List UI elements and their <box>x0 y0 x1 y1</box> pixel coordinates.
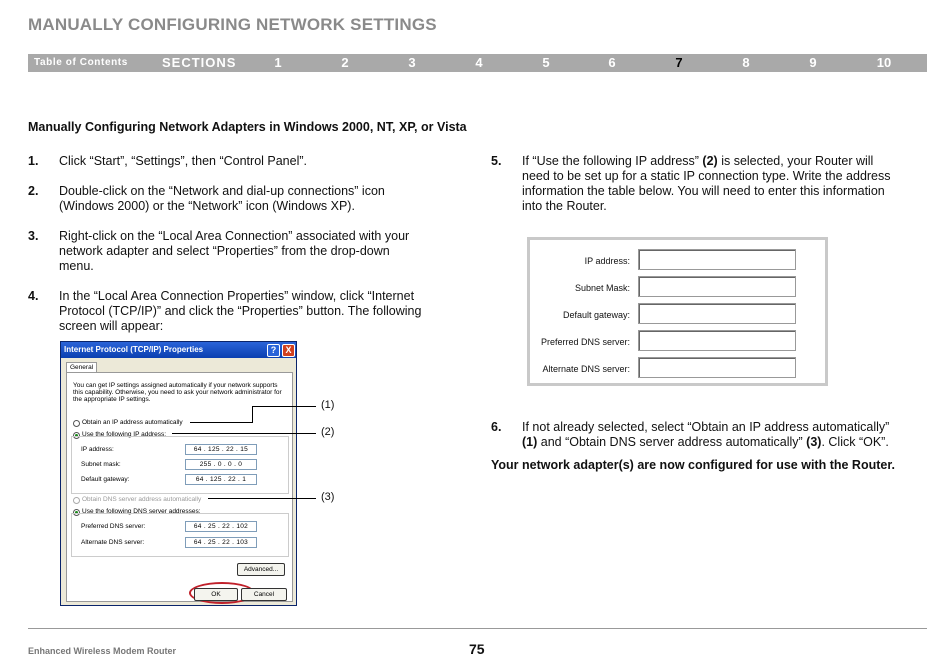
final-note: Your network adapter(s) are now configured for use with the Router. <box>491 458 895 472</box>
table-row-box <box>638 276 796 297</box>
table-row-label: Default gateway: <box>562 310 630 320</box>
table-row-label: Subnet Mask: <box>574 283 630 293</box>
step-number: 4. <box>28 289 39 303</box>
section-link-6[interactable]: 6 <box>608 55 616 70</box>
section-link-7[interactable]: 7 <box>675 55 683 70</box>
callout-3-line <box>208 498 316 499</box>
step-text: Click “Start”, “Settings”, then “Control Panel”. <box>59 154 307 168</box>
footer-product-name: Enhanced Wireless Modem Router <box>28 646 176 656</box>
step-text: (Windows 2000) or the “Network” icon (Windows XP). <box>59 199 355 213</box>
section-link-4[interactable]: 4 <box>475 55 483 70</box>
ok-button[interactable]: OK <box>194 588 238 601</box>
step-text: need to be set up for a static IP connection type. Write the address <box>522 169 891 183</box>
callout-1-line <box>252 406 316 407</box>
dialog-title: Internet Protocol (TCP/IP) Properties <box>64 345 204 354</box>
callout-1-line <box>190 422 252 423</box>
table-row-box <box>638 249 796 270</box>
step-text: If not already selected, select “Obtain an IP address automatically” <box>522 420 890 434</box>
step-text: Double-click on the “Network and dial-up connections” icon <box>59 184 385 198</box>
step-number: 6. <box>491 420 502 434</box>
dialog-titlebar <box>61 342 296 358</box>
step-5 <box>491 154 931 216</box>
preferred-dns-label: Preferred DNS server: <box>81 523 146 530</box>
subnet-mask-field[interactable]: 255 . 0 . 0 . 0 <box>185 459 257 470</box>
section-link-2[interactable]: 2 <box>341 55 349 70</box>
step-number: 3. <box>28 229 39 243</box>
page-number: 75 <box>469 641 485 657</box>
obtain-dns-auto-label: Obtain DNS server address automatically <box>82 496 202 503</box>
table-row-box <box>638 330 796 351</box>
subnet-mask-label: Subnet mask: <box>81 461 121 468</box>
callout-1: (1) <box>321 399 335 411</box>
ip-info-table <box>527 237 828 386</box>
tcpip-properties-dialog <box>60 341 297 606</box>
section-link-1[interactable]: 1 <box>274 55 282 70</box>
dialog-intro: You can get IP settings assigned automatically if your network supports this capability. Otherwise, you need to ask your network administrator for the appropriate IP settings. <box>73 382 282 403</box>
table-row-box <box>638 357 796 378</box>
step-text: screen will appear: <box>59 319 164 333</box>
advanced-button[interactable]: Advanced... <box>237 563 285 576</box>
step-text: (1) and “Obtain DNS server address automatically” (3). Click “OK”. <box>522 435 889 449</box>
section-link-5[interactable]: 5 <box>542 55 550 70</box>
table-of-contents-link[interactable]: Table of Contents <box>34 57 128 68</box>
step-text: network adapter and select “Properties” from the drop-down <box>59 244 390 258</box>
ip-address-label: IP address: <box>81 446 114 453</box>
section-link-9[interactable]: 9 <box>809 55 817 70</box>
alternate-dns-label: Alternate DNS server: <box>81 539 145 546</box>
step-text: In the “Local Area Connection Properties” window, click “Internet <box>59 289 415 303</box>
obtain-dns-auto-radio[interactable] <box>73 497 80 504</box>
dns-group <box>71 513 289 557</box>
section-link-3[interactable]: 3 <box>408 55 416 70</box>
section-subheading: Manually Configuring Network Adapters in Windows 2000, NT, XP, or Vista <box>28 120 467 134</box>
step-text: into the Router. <box>522 199 607 213</box>
close-icon[interactable]: X <box>282 344 295 357</box>
step-text: If “Use the following IP address” (2) is selected, your Router will <box>522 154 874 168</box>
ip-address-field[interactable]: 64 . 125 . 22 . 15 <box>185 444 257 455</box>
section-link-8[interactable]: 8 <box>742 55 750 70</box>
step-2 <box>28 184 468 216</box>
step-text: Protocol (TCP/IP)” and click the “Properties” button. The following <box>59 304 422 318</box>
step-6 <box>491 420 931 452</box>
cancel-button[interactable]: Cancel <box>241 588 287 601</box>
step-number: 1. <box>28 154 39 168</box>
help-icon[interactable]: ? <box>267 344 280 357</box>
callout-1-line <box>252 406 253 423</box>
step-text: information the table below. You will need to enter this information <box>522 184 885 198</box>
step-text: Right-click on the “Local Area Connection” associated with your <box>59 229 410 243</box>
callout-3: (3) <box>321 491 335 503</box>
step-text: menu. <box>59 259 94 273</box>
section-link-10[interactable]: 10 <box>876 55 892 70</box>
default-gateway-field[interactable]: 64 . 125 . 22 . 1 <box>185 474 257 485</box>
obtain-ip-auto-radio[interactable] <box>73 420 80 427</box>
callout-2-line <box>172 433 316 434</box>
page-title: MANUALLY CONFIGURING NETWORK SETTINGS <box>28 15 437 34</box>
section-nav <box>28 54 927 72</box>
tab-general[interactable]: General <box>66 362 97 372</box>
sections-label: SECTIONS <box>162 55 237 70</box>
table-row-box <box>638 303 796 324</box>
default-gateway-label: Default gateway: <box>81 476 130 483</box>
step-number: 2. <box>28 184 39 198</box>
step-1 <box>28 154 468 170</box>
table-row-label: Preferred DNS server: <box>540 337 630 347</box>
table-row-label: IP address: <box>584 256 630 266</box>
use-static-ip-label: Use the following IP address: <box>82 431 167 438</box>
use-static-dns-label: Use the following DNS server addresses: <box>82 508 201 515</box>
obtain-ip-auto-label: Obtain an IP address automatically <box>82 419 183 426</box>
step-number: 5. <box>491 154 502 168</box>
footer-divider <box>28 628 927 629</box>
table-row-label: Alternate DNS server: <box>542 364 630 374</box>
callout-2: (2) <box>321 426 335 438</box>
step-3 <box>28 229 468 277</box>
preferred-dns-field[interactable]: 64 . 25 . 22 . 102 <box>185 521 257 532</box>
alternate-dns-field[interactable]: 64 . 25 . 22 . 103 <box>185 537 257 548</box>
step-4 <box>28 289 478 337</box>
